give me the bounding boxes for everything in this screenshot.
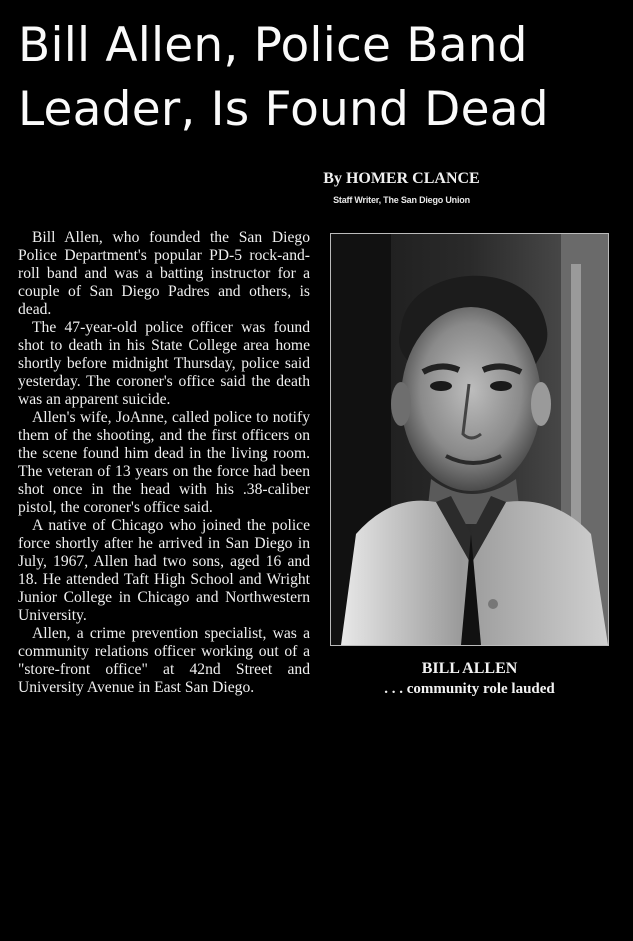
headline (18, 14, 618, 142)
article-paragraph: Allen's wife, JoAnne, called police to notify them of the shooting, and the first officers on the scene found him dead in the living room. The veteran of 13 years on the force had been shot once in the head with his .38-caliber pistol, the coroner's office said. (18, 409, 310, 516)
photo-caption-text: . . . community role lauded (384, 681, 555, 697)
article-paragraph: Bill Allen, who founded the San Diego Police Department's popular PD-5 rock-and-roll band and was a batting instructor for a couple of San Diego Padres and others, is dead. (18, 229, 310, 318)
portrait-photo (330, 233, 609, 646)
headline-line-1: Bill Allen, Police Band (18, 18, 528, 73)
article-paragraph: The 47-year-old police officer was found shot to death in his State College area home shortly before midnight Thursday, police said yesterday. The coroner's office said the death was an apparent suicide. (18, 319, 310, 408)
byline-author: By HOMER CLANCE (323, 170, 480, 187)
article-body (18, 229, 310, 697)
article-paragraph: A native of Chicago who joined the police force shortly after he arrived in San Diego in July, 1967, Allen had two sons, aged 16 and 18. He attended Taft High School and Wright Junior College in Chicago and Northwestern University. (18, 517, 310, 624)
article-paragraph: Allen, a crime prevention specialist, was a community relations officer working out of a "store-front office" at 42nd Street and University Avenue in East San Diego. (18, 625, 310, 696)
byline-affiliation: Staff Writer, The San Diego Union (333, 195, 470, 205)
photo-caption-name: BILL ALLEN (421, 660, 518, 677)
headline-line-2: Leader, Is Found Dead (18, 82, 549, 137)
portrait-illustration (331, 234, 608, 645)
